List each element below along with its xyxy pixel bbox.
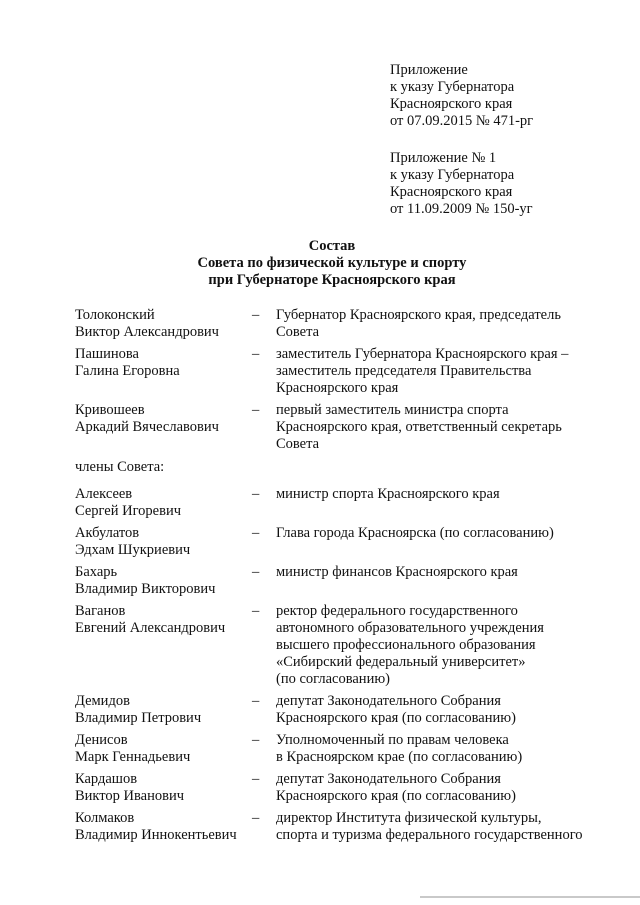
person-role (276, 810, 606, 844)
person-given-name: Владимир Иннокентьевич (75, 827, 237, 843)
person-name (75, 810, 245, 844)
dash-separator: – (252, 693, 260, 709)
person-given-name: Виктор Иванович (75, 788, 185, 804)
person-surname: Денисов (75, 732, 128, 748)
role-line: депутат Законодательного Собрания (276, 771, 501, 787)
person-name (75, 771, 245, 805)
dash-separator: – (252, 307, 260, 323)
roster-row (75, 486, 605, 520)
person-role (276, 603, 606, 688)
heading-line: Совета по физической культуре и спорту (197, 255, 467, 271)
roster-row (75, 402, 605, 453)
role-line: министр спорта Красноярского края (276, 486, 500, 502)
role-line: Красноярского края (по согласованию) (276, 788, 516, 804)
person-given-name: Евгений Александрович (75, 620, 226, 636)
person-surname: Кардашов (75, 771, 138, 787)
role-line: Красноярского края (по согласованию) (276, 710, 516, 726)
heading-line: при Губернаторе Красноярского края (208, 272, 456, 288)
person-name (75, 732, 245, 766)
person-role (276, 732, 606, 766)
role-line: заместитель Губернатора Красноярского края – (276, 346, 569, 362)
person-name (75, 346, 245, 397)
appendix-original-line: Приложение № 1 (390, 150, 497, 166)
role-line: Губернатор Красноярского края, председатель (276, 307, 561, 323)
role-line: Красноярского края, ответственный секретарь (276, 419, 562, 435)
appendix-original-line: к указу Губернатора (390, 167, 515, 183)
roster-row (75, 810, 605, 844)
appendix-original (390, 150, 533, 218)
dash-separator: – (252, 486, 260, 502)
role-line: «Сибирский федеральный университет» (276, 654, 526, 670)
person-given-name: Галина Егоровна (75, 363, 180, 379)
role-line: Совета (276, 436, 320, 452)
role-line: Глава города Красноярска (по согласованию) (276, 525, 554, 541)
appendix-current (390, 62, 533, 130)
person-given-name: Марк Геннадьевич (75, 749, 191, 765)
person-role (276, 402, 606, 453)
person-surname: Кривошеев (75, 402, 145, 418)
person-name (75, 402, 245, 453)
dash-separator: – (252, 564, 260, 580)
role-line: спорта и туризма федерального государственного (276, 827, 583, 843)
person-surname: Демидов (75, 693, 130, 709)
appendix-original-line: от 11.09.2009 № 150-уг (390, 201, 533, 217)
leaders-list (75, 307, 605, 453)
roster-row (75, 732, 605, 766)
person-name (75, 307, 245, 341)
roster-row (75, 525, 605, 559)
person-role (276, 693, 606, 727)
roster-row (75, 346, 605, 397)
roster-row (75, 307, 605, 341)
dash-separator: – (252, 810, 260, 826)
person-name (75, 693, 245, 727)
person-given-name: Эдхам Шукриевич (75, 542, 191, 558)
person-given-name: Сергей Игоревич (75, 503, 182, 519)
person-given-name: Владимир Петрович (75, 710, 202, 726)
role-line: (по согласованию) (276, 671, 390, 687)
person-surname: Бахарь (75, 564, 118, 580)
person-given-name: Аркадий Вячеславович (75, 419, 219, 435)
members-label: члены Совета: (75, 459, 165, 475)
scan-edge-line (420, 896, 640, 898)
role-line: высшего профессионального образования (276, 637, 536, 653)
person-surname: Ваганов (75, 603, 126, 619)
roster-row (75, 693, 605, 727)
person-surname: Пашинова (75, 346, 139, 362)
role-line: министр финансов Красноярского края (276, 564, 518, 580)
roster-row (75, 603, 605, 688)
person-given-name: Владимир Викторович (75, 581, 216, 597)
role-line: первый заместитель министра спорта (276, 402, 509, 418)
appendix-current-line: Красноярского края (390, 96, 513, 112)
appendix-current-line: от 07.09.2015 № 471-рг (390, 113, 534, 129)
role-line: ректор федерального государственного (276, 603, 518, 619)
person-surname: Акбулатов (75, 525, 140, 541)
person-surname: Колмаков (75, 810, 135, 826)
person-role (276, 525, 606, 559)
dash-separator: – (252, 603, 260, 619)
person-name (75, 564, 245, 598)
role-line: автономного образовательного учреждения (276, 620, 544, 636)
role-line: директор Института физической культуры, (276, 810, 542, 826)
role-line: Совета (276, 324, 320, 340)
role-line: Уполномоченный по правам человека (276, 732, 509, 748)
role-line: заместитель председателя Правительства (276, 363, 532, 379)
person-name (75, 525, 245, 559)
roster-row (75, 771, 605, 805)
person-role (276, 771, 606, 805)
person-role (276, 486, 606, 520)
document-heading (0, 238, 640, 289)
person-name (75, 486, 245, 520)
role-line: в Красноярском крае (по согласованию) (276, 749, 523, 765)
appendix-current-line: Приложение (390, 62, 468, 78)
person-name (75, 603, 245, 688)
appendix-original-line: Красноярского края (390, 184, 513, 200)
heading-line: Состав (308, 238, 356, 254)
role-line: депутат Законодательного Собрания (276, 693, 501, 709)
appendix-current-line: к указу Губернатора (390, 79, 515, 95)
dash-separator: – (252, 525, 260, 541)
roster-row (75, 564, 605, 598)
person-role (276, 564, 606, 598)
person-given-name: Виктор Александрович (75, 324, 219, 340)
person-surname: Толоконский (75, 307, 155, 323)
dash-separator: – (252, 732, 260, 748)
person-role (276, 346, 606, 397)
members-list (75, 486, 605, 844)
council-roster (75, 307, 605, 849)
dash-separator: – (252, 346, 260, 362)
dash-separator: – (252, 402, 260, 418)
person-role (276, 307, 606, 341)
dash-separator: – (252, 771, 260, 787)
role-line: Красноярского края (276, 380, 399, 396)
person-surname: Алексеев (75, 486, 133, 502)
